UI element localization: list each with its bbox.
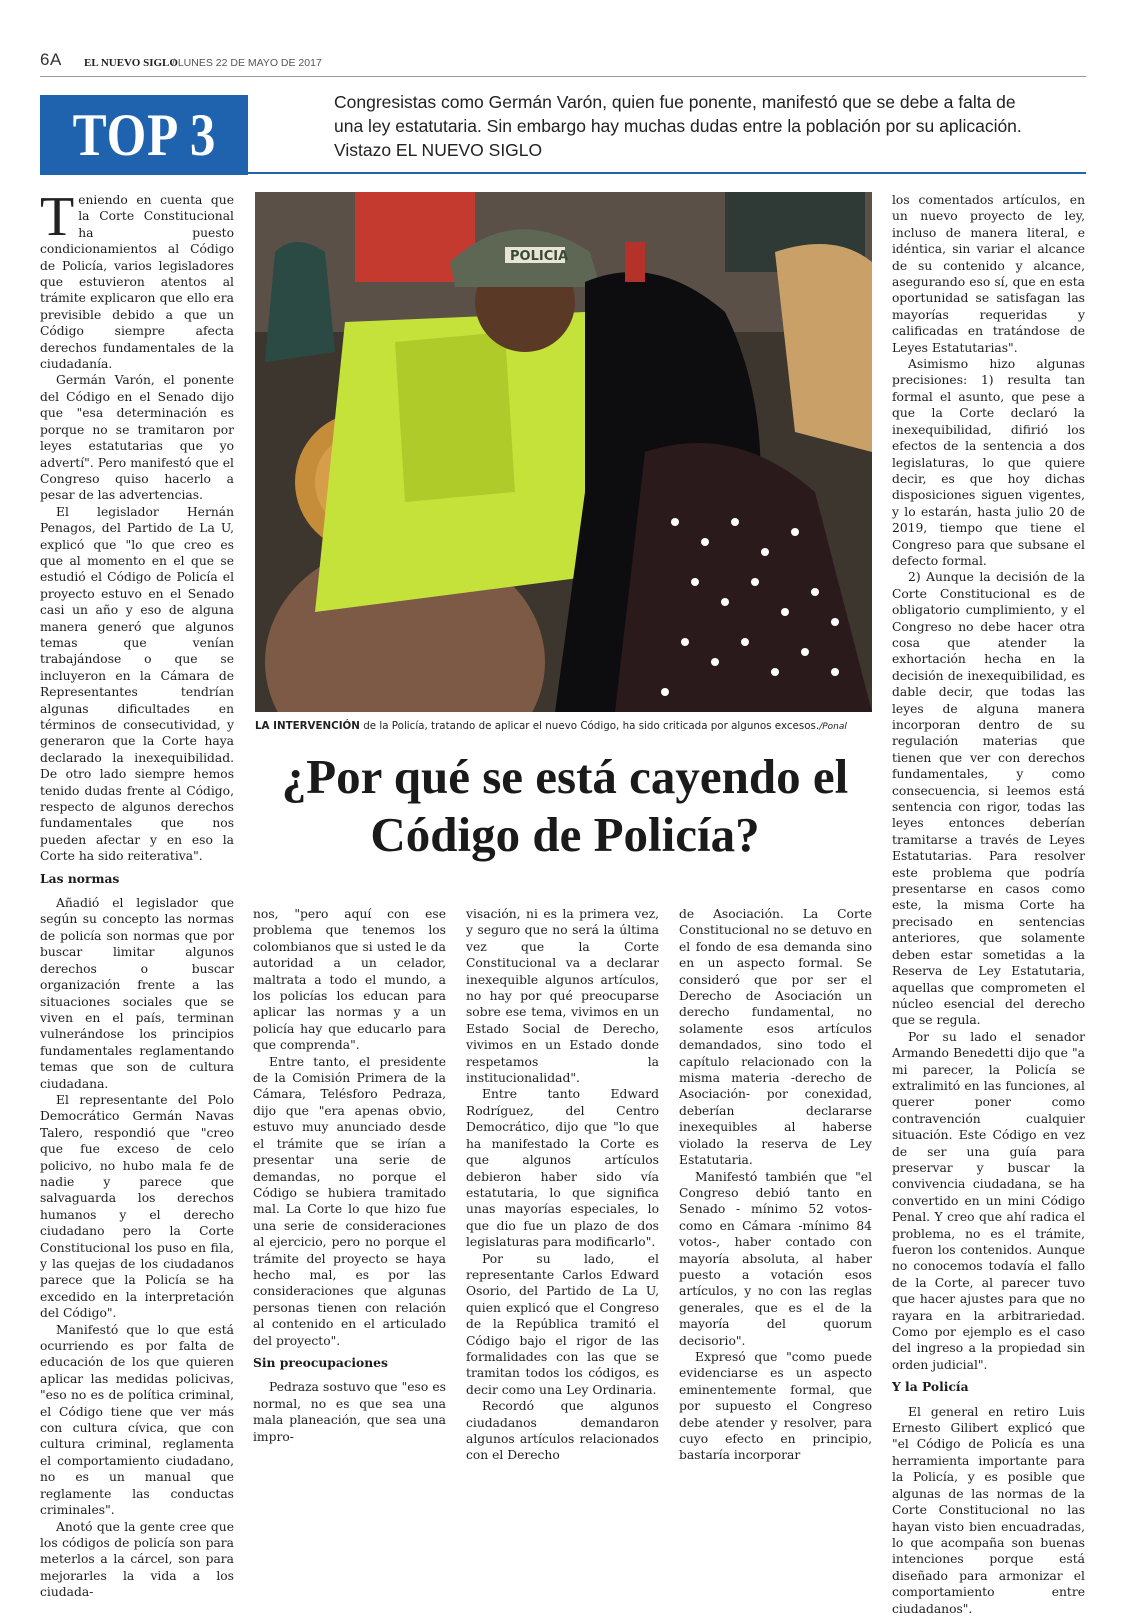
drop-cap: T (40, 186, 75, 248)
paragraph: El general en retiro Luis Ernesto Gilibert explicó que "el Código de Policía es una herramienta importante para la Policía, y es posible que algunas de las normas de la Corte Constitucional no las hayan visto bien encuadradas, lo que acompaña son buenas intenciones porque está diseñado para armonizar el comportamiento entre ciudadanos". (892, 1404, 1085, 1616)
photo-illustration (255, 192, 872, 712)
paragraph: Por su lado, el representante Carlos Edward Osorio, del Partido de La U, quien explicó que el Congreso de la República tramitó el Código bajo el rigor de las formalidades con las que se tramitan todos los códigos, es decir como una Ley Ordinaria. (466, 1251, 659, 1397)
paragraph: de Asociación. La Corte Constitucional no se detuvo en el fondo de esa demanda sino en un aspecto formal. Se consideró que por ser el Derecho de Asociación un derecho fundamental, no solamente esos artículos demandados, sino todo el capítulo relacionado con la misma materia -derecho de Asociación- por conexidad, deberían declararse inexequibles al haberse violado la reserva de Ley Estatutaria. (679, 907, 872, 1168)
column-3 (466, 906, 659, 1464)
paragraph: Entre tanto Edward Rodríguez, del Centro Democrático, dijo que "lo que ha manifestado la Corte es que algunos artículos debieron haber sido vía estatutaria, lo que significa unas mayorías especiales, lo que dio fue un plazo de dos legislaturas para modificarlo". (466, 1087, 659, 1250)
caption-text: de la Policía, tratando de aplicar el nuevo Código, ha sido criticada por algunos excesos. (359, 720, 820, 732)
paragraph: Germán Varón, el ponente del Código en el Senado dijo que "esa determinación es porque no se tramitaron por leyes estatutarias que yo advertí". Pero manifestó que el Congreso quiso hacerlo a pesar de las advertencias. (40, 373, 234, 503)
paragraph: Entre tanto, el presidente de la Comisión Primera de la Cámara, Telésforo Pedraza, dijo que "era apenas obvio, estuvo muy anunciado desde el trámite que se irían a presentar una serie de demandas, no porque el Código se hubiera tramitado mal. La Corte lo que hizo fue una serie de consideraciones al ejercicio, pero no porque el trámite del proyecto se haya hecho mal, es por las consideraciones que algunas personas tienen con relación al contenido en el articulado del proyecto". (253, 1054, 446, 1348)
paragraph: 2) Aunque la decisión de la Corte Constitucional es de obligatorio cumplimiento, y el Congreso no debe hacer otra cosa que atender la exhortación hecha en la decisión de inexequibilidad, es dable decir, que todas las leyes de alguna manera incorporan dentro de su regulación materias que tienen que ver con derechos fundamentales, y como consecuencia, si leemos está sentencia con rigor, todas las leyes entonces deberían tramitarse a través de Leyes Estatutarias. Para resolver este problema que podría presentarse en casos como este, la misma Corte ha precisado en sentencias anteriores, que solamente deben estar sometidas a la Reserva de Ley Estatutaria, aquellas que comprometen el núcleo esencial del derecho que se regula. (892, 570, 1085, 1028)
lead-paragraph: Teniendo en cuenta que la Corte Constitucional ha puesto condicionamientos al Código de Policía, varios legisladores que estuvieron atentos al trámite explicaron que ello era previsible debido a que un Código siempre afecta derechos fundamentales de la ciudadanía. (40, 186, 234, 372)
paragraph: Pedraza sostuvo que "eso es normal, no es que sea una mala planeación, que sea una impro- (253, 1380, 446, 1444)
paragraph: nos, "pero aquí con ese problema que tenemos los colombianos que si usted le da autoridad a un celador, maltrata a todo el mundo, a los policías los educan para aplicar las normas y a un policía hay que educarlo para que comprenda". (253, 907, 446, 1053)
paragraph: Asimismo hizo algunas precisiones: 1) resulta tan formal el asunto, que pese a que la Corte declaró la inexequibilidad, difirió los efectos de la sentencia a dos legislaturas, lo que quiere decir, es que hoy dichas disposiciones siguen vigentes, y lo estarán, hasta julio 20 de 2019, tiempo que tiene el Congreso para que subsane el defecto formal. (892, 357, 1085, 568)
paragraph: los comentados artículos, en un nuevo proyecto de ley, incluso de manera literal, e idéntica, sin variar el alcance de su contenido y alcance, asegurando eso sí, que en esta oportunidad se satisfagan las mayorías requeridas y calificadas en tratándose de Leyes Estatutarias". (892, 193, 1085, 355)
paragraph: Expresó que "como puede evidenciarse es un aspecto eminentemente formal, que por supuesto el Congreso debe atender y resolver, para cuyo efecto en principio, bastaría incorporar (679, 1349, 872, 1463)
article-photo (255, 192, 872, 712)
page-number: 6A (40, 50, 62, 69)
paragraph: Anotó que la gente cree que los códigos de policía son para meterlos a la cárcel, son para mejorarles la vida a los ciudada- (40, 1519, 234, 1600)
column-5 (892, 192, 1085, 1617)
subheading: Las normas (40, 870, 120, 886)
article-deck: Congresistas como Germán Varón, quien fue ponente, manifestó que se debe a falta de una ley estatutaria. Sin embargo hay muchas dudas entre la población por su aplicación. Vistazo EL NUEVO SIGLO (334, 92, 1022, 160)
subheading: Sin preocupaciones (253, 1354, 388, 1370)
column-1 (40, 186, 234, 1601)
photo-credit: /Ponal (819, 722, 847, 732)
paragraph: Recordó que algunos ciudadanos demandaron algunos artículos relacionados con el Derecho (466, 1399, 659, 1463)
column-2 (253, 906, 446, 1445)
headline: ¿Por qué se está cayendo el Código de Policía? (281, 749, 849, 862)
paragraph: visación, ni es la primera vez, y seguro que no será la última vez que la Corte Constitucional va a declarar inexequible algunos artículos, no hay por qué preocuparse sobre ese tema, vivimos en un Estado Social de Derecho, vivimos en un Estado donde respetamos la institucionalidad". (466, 907, 659, 1086)
paragraph: Manifestó que lo que está ocurriendo es por falta de educación de los que quieren aplicar las medidas policivas, "eso no es de política criminal, el Código tiene que ver más con cultura cívica, que con cultura criminal, reglamenta el comportamiento ciudadano, no es un manual que reglamente las conductas criminales". (40, 1322, 234, 1518)
issue-date: / LUNES 22 DE MAYO DE 2017 (172, 57, 322, 69)
photo-caption (255, 720, 875, 732)
section-label-box (40, 95, 248, 175)
paragraph: Añadió el legislador que según su concepto las normas de policía son normas que por buscar limitar algunos derechos o buscar organización frente a las situaciones sociales que se viven en el país, terminan vulnerándose los principios fundamentales reglamentando temas que son de cultura ciudadana. (40, 896, 234, 1091)
column-4 (679, 906, 872, 1464)
paragraph: El legislador Hernán Penagos, del Partido de La U, explicó que "lo que creo es que al momento en el que se estudió el Código de Policía el proyecto estuvo en el Senado casi un año y eso de alguna manera generó que algunos temas que venían trabajándose o que se incluyeron en la Cámara de Representantes tendrían algunas dificultades en términos de consecutividad, y generaron que la Corte haya declarado la inexequibilidad. De otro lado siempre hemos tenido dudas frente al Código, respecto de algunos derechos fundamentales que nos pueden afectar y en eso la Corte ha sido reiterativa". (40, 504, 234, 864)
paragraph: El representante del Polo Democrático Germán Navas Talero, respondió que "creo que fue exceso de celo policivo, no hubo mala fe de nadie y parece que salvaguarda los derechos humanos y el derecho ciudadano pero la Corte Constitucional los puso en fila, y las quejas de los ciudadanos parece que la Policía se ha excedido en la interpretación del Código". (40, 1092, 234, 1321)
section-label: TOP 3 (72, 101, 216, 168)
deck-rule (248, 172, 1086, 174)
paragraph: Manifestó también que "el Congreso debió tanto en Senado - mínimo 52 votos- como en Cámara -mínimo 84 votos-, haber contado con mayoría absoluta, al haber puesto a votación esos artículos, y no con las reglas generales, que es el de la mayoría del quorum decisorio". (679, 1169, 872, 1348)
newspaper-name: EL NUEVO SIGLO (84, 57, 178, 69)
cap-badge-text: POLICIA (510, 249, 569, 264)
paragraph: Por su lado el senador Armando Benedetti dijo que "a mi parecer, la Policía se extralimitó en las funciones, al querer poner como contravención cualquier situación. Este Código en vez de ser una guía para preservar y buscar la convivencia ciudadana, se ha convertido en un mini Código Penal. Y creo que ahí radica el problema, no es el trámite, fueron los contenidos. Aunque no conocemos todavía el fallo de la Corte, al parecer tuvo que hacer ajustes para que no rayara en la arbitrariedad. Como por ejemplo es el caso del ingreso a la propiedad sin orden judicial". (892, 1029, 1085, 1372)
caption-lead: LA INTERVENCIÓN (255, 720, 360, 732)
subheading: Y la Policía (892, 1379, 969, 1395)
header-rule (40, 76, 1086, 77)
